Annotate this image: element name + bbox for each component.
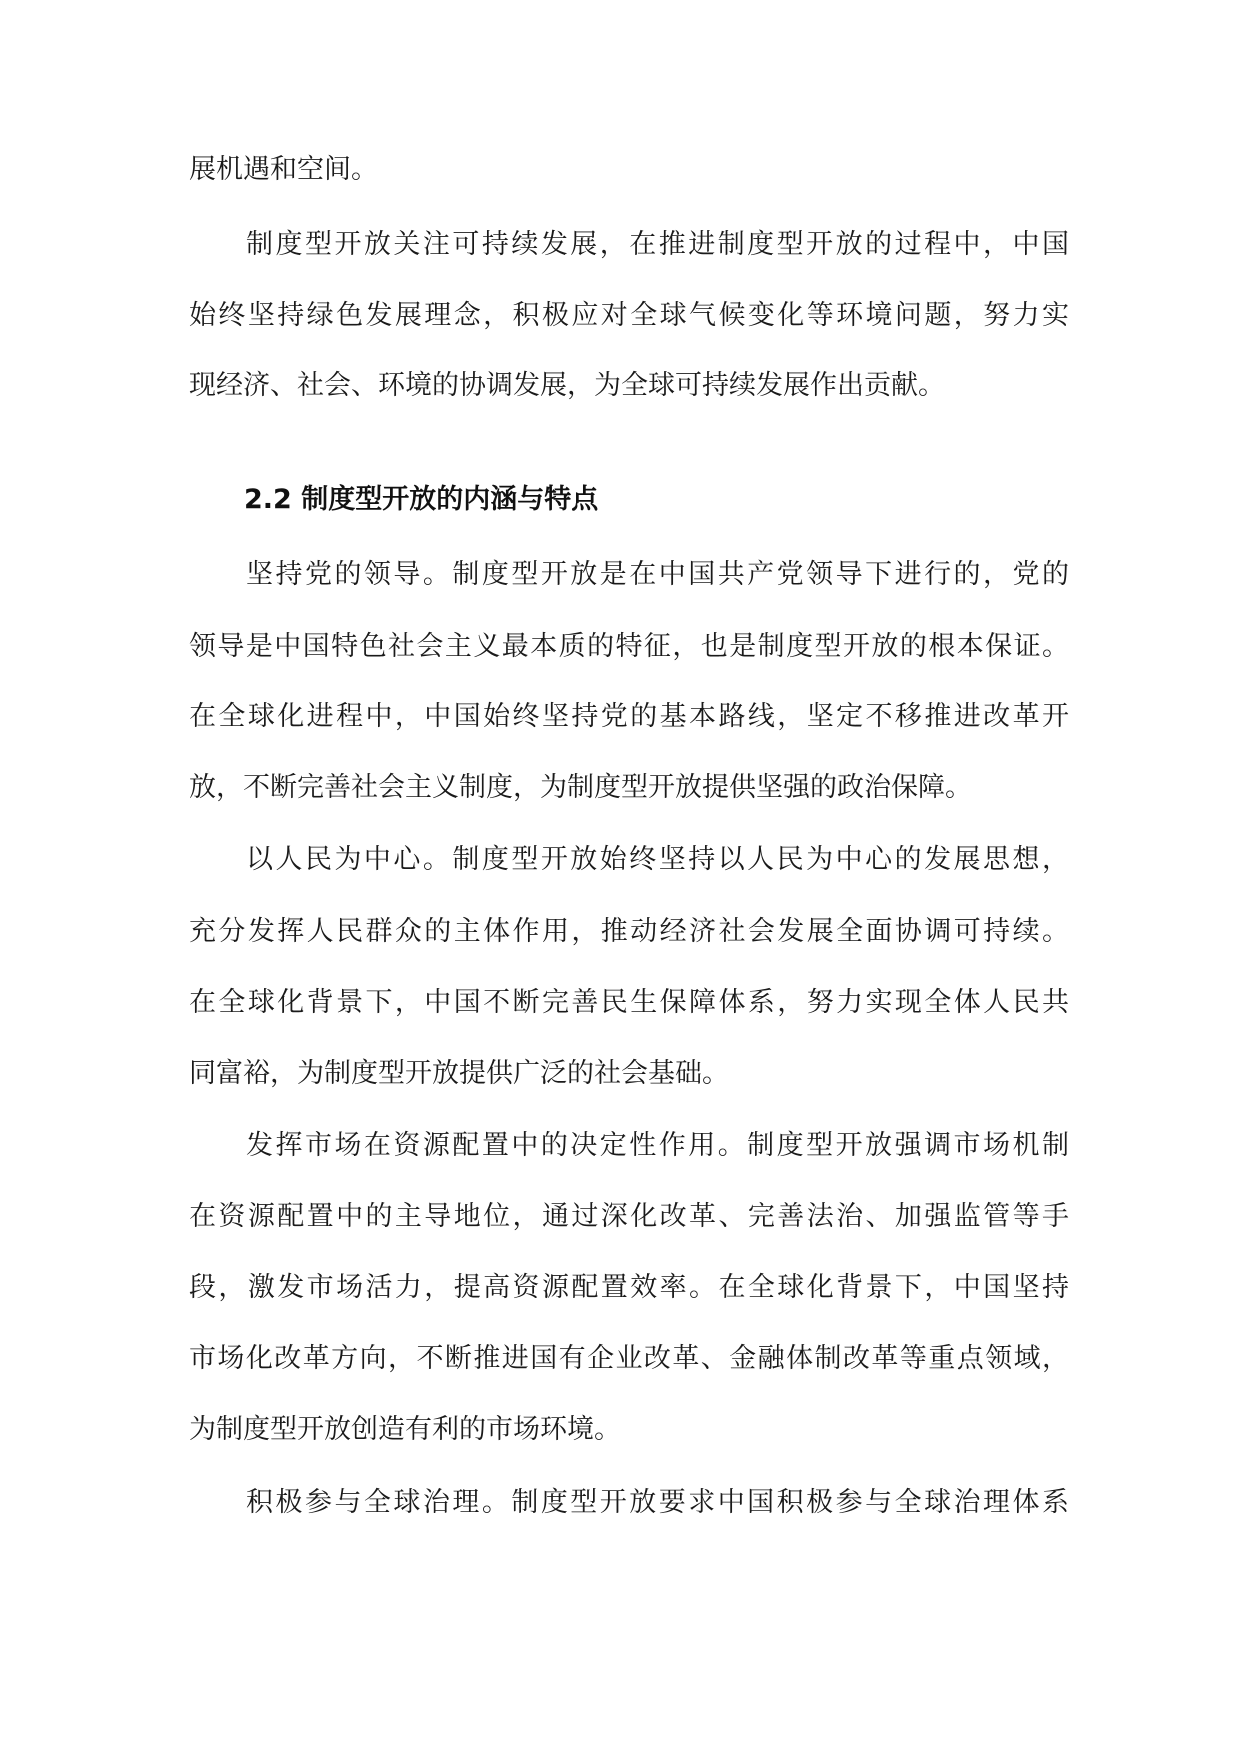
paragraph-line: 同富裕，为制度型开放提供广泛的社会基础。: [189, 1058, 729, 1089]
paragraph-line: 市场化改革方向，不断推进国有企业改革、金融体制改革等重点领域，: [189, 1343, 1069, 1374]
paragraph-line: 积极参与全球治理。制度型开放要求中国积极参与全球治理体系: [246, 1487, 1069, 1518]
paragraph-line: 制度型开放关注可持续发展，在推进制度型开放的过程中，中国: [246, 229, 1069, 260]
paragraph-line: 发挥市场在资源配置中的决定性作用。制度型开放强调市场机制: [246, 1130, 1069, 1161]
paragraph-line: 在全球化进程中，中国始终坚持党的基本路线，坚定不移推进改革开: [189, 701, 1069, 732]
section-heading: 2.2 制度型开放的内涵与特点: [244, 484, 599, 515]
paragraph-line: 为制度型开放创造有利的市场环境。: [189, 1414, 621, 1445]
paragraph-line: 坚持党的领导。制度型开放是在中国共产党领导下进行的，党的: [246, 559, 1069, 590]
paragraph-line: 以人民为中心。制度型开放始终坚持以人民为中心的发展思想，: [246, 844, 1069, 875]
paragraph-line: 充分发挥人民群众的主体作用，推动经济社会发展全面协调可持续。: [189, 916, 1069, 947]
paragraph-line: 段，激发市场活力，提高资源配置效率。在全球化背景下，中国坚持: [189, 1272, 1069, 1303]
paragraph-line: 始终坚持绿色发展理念，积极应对全球气候变化等环境问题，努力实: [189, 300, 1069, 331]
paragraph-line: 展机遇和空间。: [189, 154, 378, 185]
paragraph-line: 在全球化背景下，中国不断完善民生保障体系，努力实现全体人民共: [189, 987, 1069, 1018]
paragraph-line: 现经济、社会、环境的协调发展，为全球可持续发展作出贡献。: [189, 370, 945, 401]
paragraph-line: 领导是中国特色社会主义最本质的特征，也是制度型开放的根本保证。: [189, 631, 1069, 662]
paragraph-line: 在资源配置中的主导地位，通过深化改革、完善法治、加强监管等手: [189, 1201, 1069, 1232]
paragraph-line: 放，不断完善社会主义制度，为制度型开放提供坚强的政治保障。: [189, 772, 972, 803]
